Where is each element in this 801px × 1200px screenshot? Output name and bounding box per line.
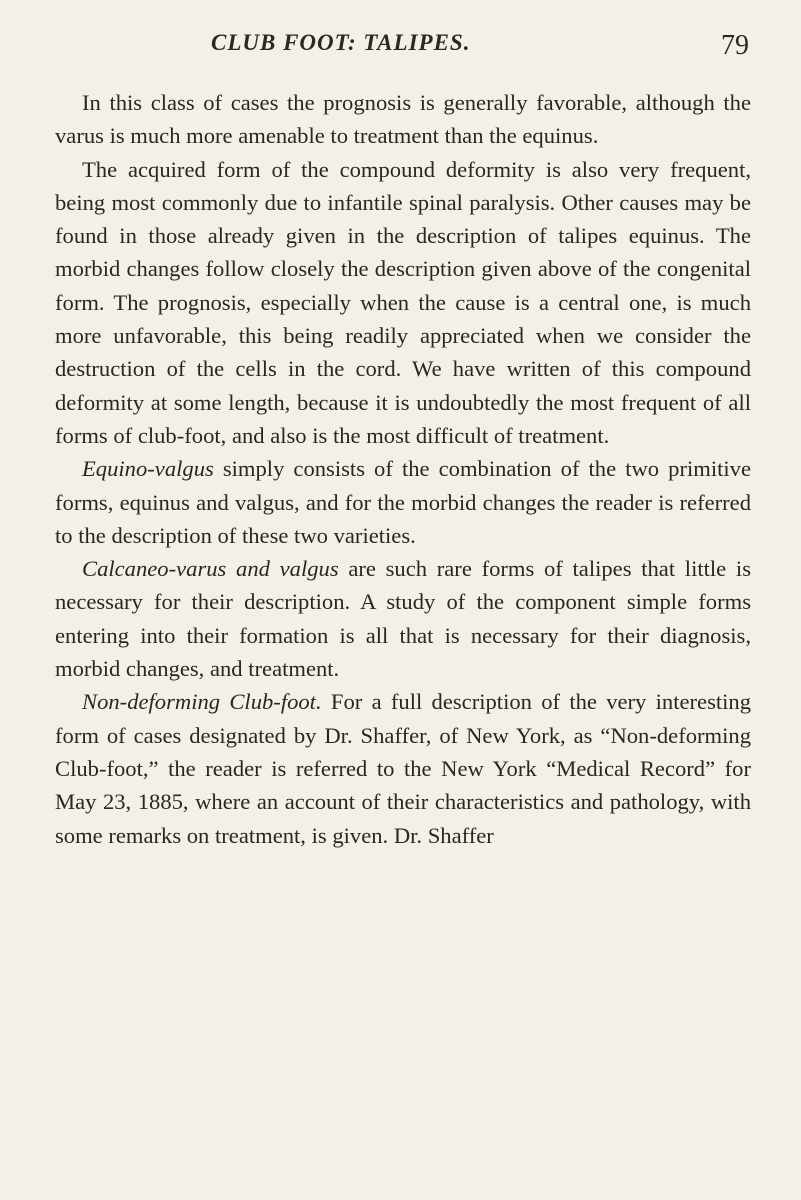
paragraph-calcaneo-varus	[55, 552, 751, 685]
paragraph-non-deforming	[55, 685, 751, 851]
paragraph-equino-valgus	[55, 452, 751, 552]
paragraph-non-deforming-text: For a full description of the very interesting form of cases designated by Dr. Shaffer, of New York, as “Non-deforming Club-foot,” the reader is referred to the New York “Medical Record” for May 23, 1885, where an account of their characteristics and pathology, with some remarks on treatment, is given. Dr. Shaffer	[55, 689, 752, 848]
page-number: 79	[721, 30, 749, 61]
paragraph-prognosis: In this class of cases the prognosis is generally favorable, although the varus is much more amenable to treatment than the equinus.	[55, 90, 751, 149]
running-head-title: CLUB FOOT: TALIPES.	[211, 30, 471, 55]
term-non-deforming: Non-deforming Club-foot.	[82, 689, 322, 715]
paragraph-calcaneo-varus-text: are such rare forms of talipes that little is necessary for their description. A study of the component simple forms entering into their formation is all that is necessary for their diagnosis, morbid changes, and treatment.	[55, 556, 751, 682]
body-text	[55, 86, 751, 852]
paragraph-acquired-form: The acquired form of the compound deformity is also very frequent, being most commonly due to infantile spinal paralysis. Other causes may be found in those already given in the description of talipes equinus. The morbid changes follow closely the description given above of the congenital form. The prognosis, especially when the cause is a central one, is much more unfavorable, this being readily appreciated when we consider the destruction of the cells in the cord. We have written of this compound deformity at some length, because it is undoubtedly the most frequent of all forms of club-foot, and also is the most difficult of treatment.	[55, 156, 751, 448]
paragraph-equino-valgus-text: simply consists of the combination of the two primitive forms, equinus and valgus, and for the morbid changes the reader is referred to the description of these two varieties.	[55, 456, 751, 548]
term-calcaneo-varus: Calcaneo-varus and valgus	[82, 556, 339, 582]
term-equino-valgus: Equino-valgus	[82, 456, 214, 482]
